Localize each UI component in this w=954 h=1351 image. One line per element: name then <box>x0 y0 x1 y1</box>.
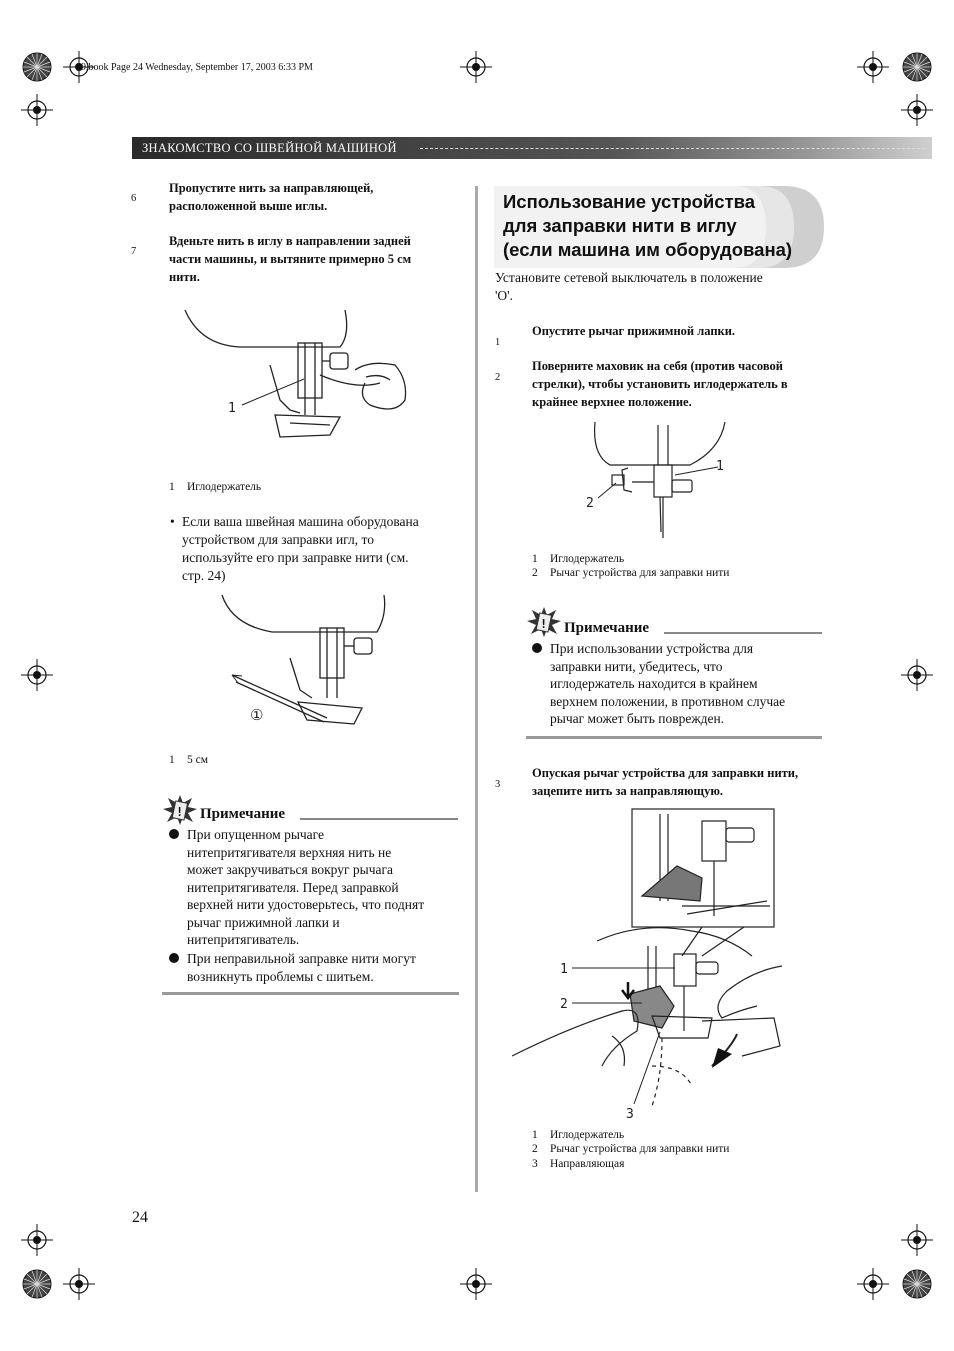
note-line-text: иглодержатель находится в крайнем <box>550 676 758 691</box>
figure-caption <box>532 553 624 565</box>
note-line-text: нитепритягивателя верхняя нить не <box>187 844 392 860</box>
note-line-text: При неправильной заправке нити могут <box>187 951 416 966</box>
note-item <box>187 950 416 985</box>
step-line: Поверните маховик на себя (против часовой <box>532 359 783 373</box>
paragraph-line: используйте его при заправке нити (см. <box>182 550 409 565</box>
note-item <box>187 826 424 949</box>
paragraph-line: стр. 24) <box>182 568 226 583</box>
note-line-text: При использовании устройства для <box>550 641 754 656</box>
note-icon <box>162 794 198 826</box>
step-line: Пропустите нить за направляющей, <box>169 181 374 195</box>
step-line: Опуская рычаг устройства для заправки нити, <box>532 766 799 780</box>
figure-caption <box>169 481 261 493</box>
note-bottom-rule <box>162 992 459 995</box>
figure-caption <box>532 1158 624 1170</box>
caption-text: Рычаг устройства для заправки нити <box>550 1143 730 1155</box>
step-line: зацепите нить за направляющую. <box>532 784 724 798</box>
note-line-text: рычаг прижимной лапки и <box>187 914 340 930</box>
step-number: 2 <box>495 372 501 383</box>
note-rule <box>664 632 822 634</box>
note-rule <box>300 818 458 820</box>
note-line-text: нитепритягивателя. Перед заправкой <box>187 879 399 895</box>
step-number: 6 <box>131 193 137 204</box>
print-slug: 99.book Page 24 Wednesday, September 17, 2003 6:33 PM <box>76 62 313 73</box>
page-number: 24 <box>132 1209 148 1226</box>
figure-callout: ① <box>250 706 264 724</box>
figure-caption <box>532 1129 624 1141</box>
note-title: Примечание <box>200 806 286 822</box>
step-number: 3 <box>495 779 501 790</box>
bullet-dot <box>532 643 542 653</box>
header-dash <box>420 148 925 149</box>
bullet-dot <box>169 829 179 839</box>
figure-callout: 2 <box>560 997 568 1012</box>
paragraph-line: устройством для заправки игл, то <box>182 532 374 547</box>
paragraph-line: 'O'. <box>495 288 513 303</box>
svg-text:!: ! <box>176 805 184 819</box>
title-line: Использование устройства <box>503 191 756 212</box>
note-line-text: рычаг может быть поврежден. <box>550 711 725 726</box>
step-text <box>532 322 735 340</box>
bullet-marker: • <box>170 514 175 529</box>
caption-text: 5 см <box>187 754 209 766</box>
note-line-text: возникнуть проблемы с шитьем. <box>187 968 374 984</box>
paragraph-line: Установите сетевой выключатель в положение <box>495 270 763 285</box>
section-header: ЗНАКОМСТВО СО ШВЕЙНОЙ МАШИНОЙ <box>142 141 397 155</box>
caption-text: Рычаг устройства для заправки нити <box>550 567 730 579</box>
step-line: стрелки), чтобы установить иглодержатель в <box>532 377 788 391</box>
step-line: Опустите рычаг прижимной лапки. <box>532 324 736 338</box>
needle-bar-illustration <box>580 420 740 540</box>
thread-length-illustration <box>212 590 412 740</box>
note-line-text: заправки нити, убедитесь, что <box>550 658 723 674</box>
note-line-text: При опущенном рычаге <box>187 827 325 842</box>
note-item <box>550 640 785 728</box>
step-line: крайнее верхнее положение. <box>532 395 692 409</box>
caption-number: 1 <box>169 481 175 493</box>
threader-lever-illustration <box>512 806 787 1124</box>
caption-number: 3 <box>532 1158 538 1170</box>
step-line: части машины, и вытяните примерно 5 см <box>169 252 412 266</box>
figure-callout: 1 <box>560 962 568 977</box>
caption-text: Иглодержатель <box>187 481 262 493</box>
title-line: для заправки нити в иглу <box>503 215 737 236</box>
step-text <box>532 764 798 800</box>
intro-paragraph <box>495 269 763 305</box>
figure-callout: 1 <box>228 401 236 416</box>
step-line: расположенной выше иглы. <box>169 199 328 213</box>
step-number: 7 <box>131 246 137 257</box>
figure-caption <box>532 567 729 579</box>
note-line-text: нитепритягиватель. <box>187 932 300 947</box>
figure-callout: 2 <box>586 496 594 511</box>
caption-number: 1 <box>532 553 538 565</box>
svg-text:!: ! <box>540 617 548 631</box>
note-line-text: верхнем положении, в противном случае <box>550 693 786 709</box>
needle-threading-illustration <box>180 305 415 455</box>
note-icon <box>526 606 562 638</box>
caption-number: 2 <box>532 1143 538 1155</box>
note-bottom-rule <box>526 736 822 739</box>
title-line: (если машина им оборудована) <box>503 239 793 260</box>
step-text <box>532 357 788 411</box>
note-line-text: верхней нити удостоверьтесь, что поднят <box>187 897 425 912</box>
caption-text: Иглодержатель <box>550 553 625 565</box>
step-text <box>169 179 373 215</box>
note-line-text: может закручиваться вокруг рычага <box>187 862 394 877</box>
figure-caption <box>169 754 208 766</box>
caption-number: 2 <box>532 567 538 579</box>
caption-number: 1 <box>532 1129 538 1141</box>
section-title <box>503 190 792 262</box>
bullet-paragraph <box>182 513 419 585</box>
note-title: Примечание <box>564 620 650 636</box>
step-line: нити. <box>169 270 200 284</box>
figure-callout: 3 <box>626 1107 634 1122</box>
step-text <box>169 232 411 286</box>
step-number: 1 <box>495 337 501 348</box>
step-line: Вденьте нить в иглу в направлении задней <box>169 234 411 248</box>
figure-caption <box>532 1143 729 1155</box>
caption-text: Иглодержатель <box>550 1129 625 1141</box>
caption-text: Направляющая <box>550 1158 625 1170</box>
bullet-dot <box>169 953 179 963</box>
figure-callout: 1 <box>716 459 724 474</box>
column-divider <box>475 186 478 1192</box>
paragraph-line: Если ваша швейная машина оборудована <box>182 514 419 529</box>
caption-number: 1 <box>169 754 175 766</box>
